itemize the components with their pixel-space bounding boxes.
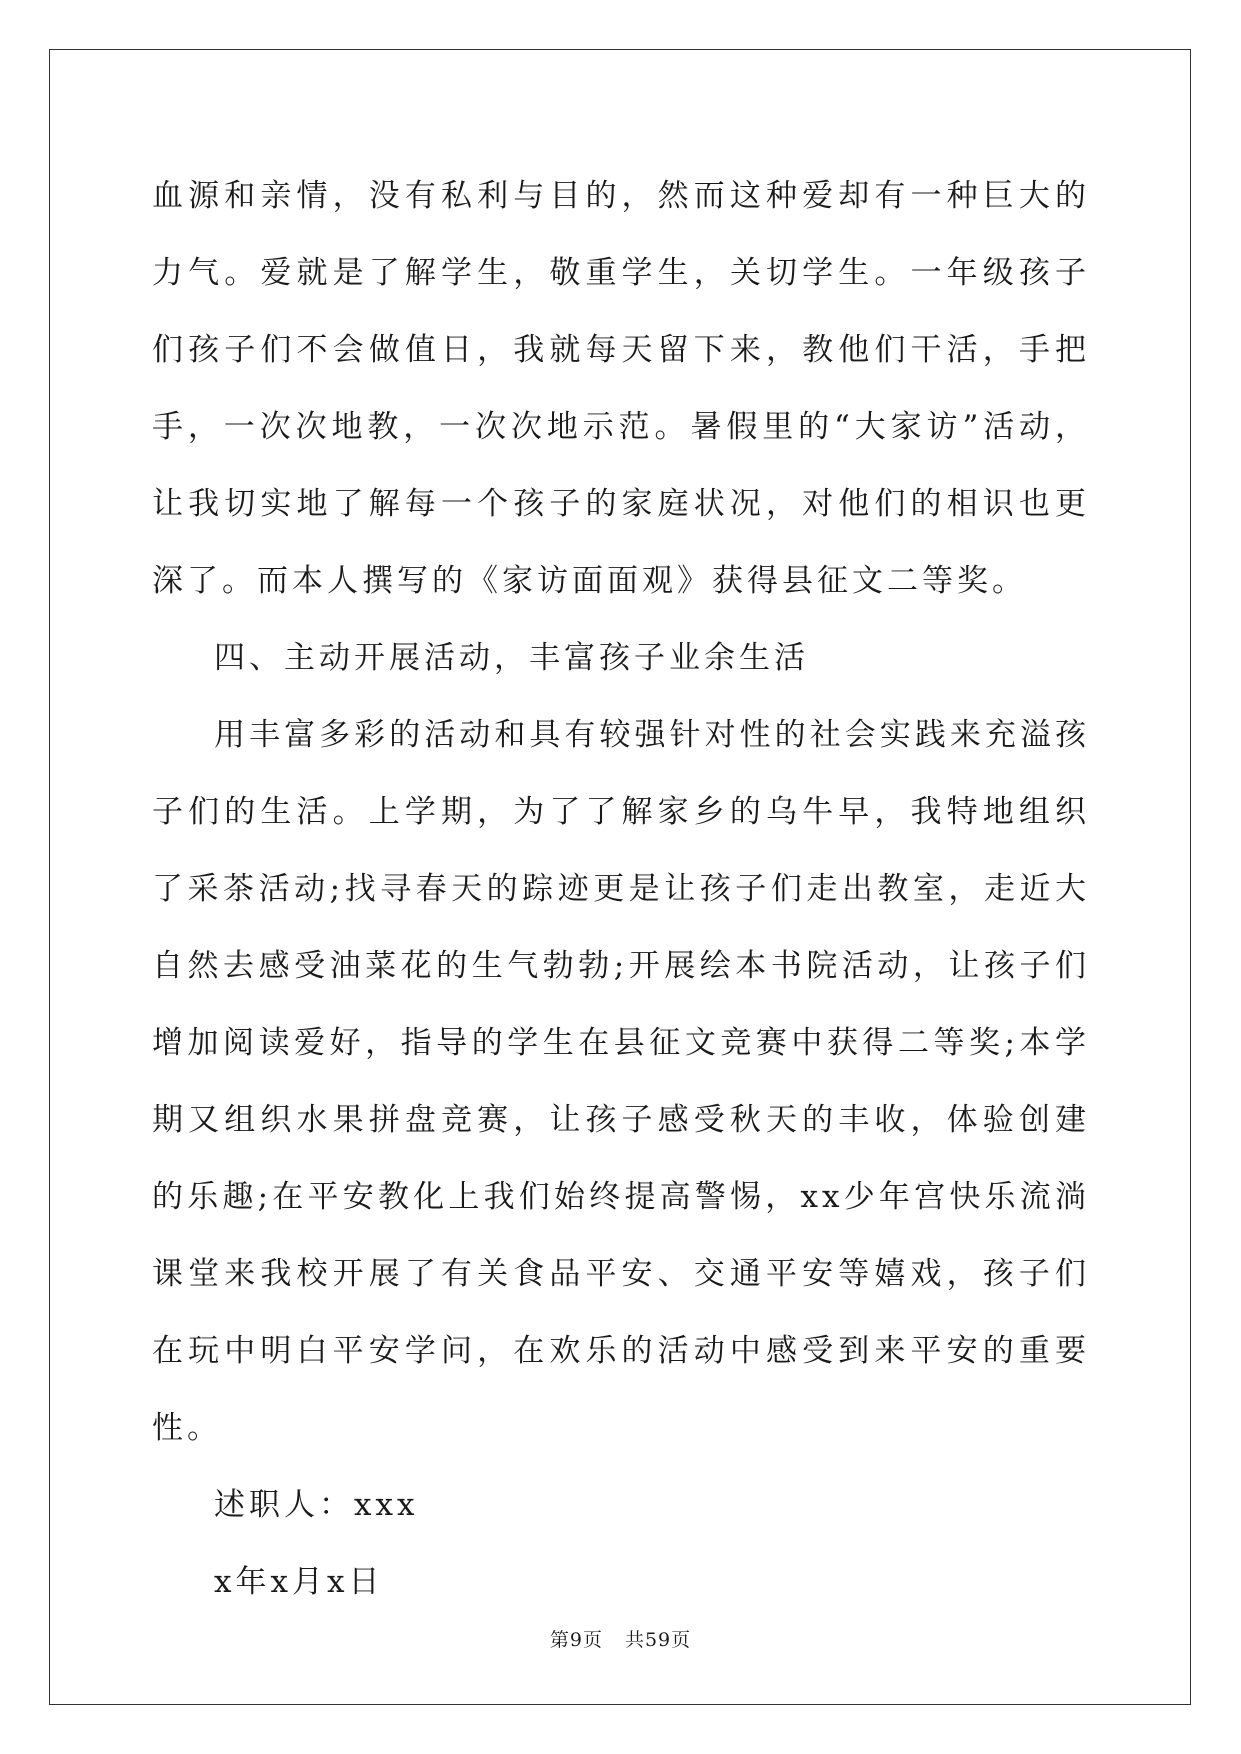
signature-date: x年x月x日 bbox=[214, 1564, 384, 1600]
signature-reporter: 述职人：xxx bbox=[214, 1487, 419, 1523]
paragraph-continuation: 血源和亲情，没有私利与目的，然而这种爱却有一种巨大的力气。爱就是了解学生，敬重学生，关切学生。一年级孩子们孩子们不会做值日，我就每天留下来，教他们干活，手把手，一次次地教，一次次地示范。暑假里的“大家访”活动，让我切实地了解每一个孩子的家庭状况，对他们的相识也更深了。而本人撰写的《家访面面观》获得县征文二等奖。 bbox=[152, 178, 1090, 599]
document-body bbox=[152, 158, 1090, 1621]
paragraph-activities: 用丰富多彩的活动和具有较强针对性的社会实践来充溢孩子们的生活。上学期，为了了解家乡的乌牛早，我特地组织了采茶活动;找寻春天的踪迹更是让孩子们走出教室，走近大自然去感受油菜花的生气勃勃;开展绘本书院活动，让孩子们增加阅读爱好，指导的学生在县征文竞赛中获得二等奖;本学期又组织水果拼盘竞赛，让孩子感受秋天的丰收，体验创建的乐趣;在平安教化上我们始终提高警惕，xx少年宫快乐流淌课堂来我校开展了有关食品平安、交通平安等嬉戏，孩子们在玩中明白平安学问，在欢乐的活动中感受到来平安的重要性。 bbox=[152, 717, 1090, 1446]
current-page-number: 第9页 bbox=[549, 1629, 603, 1651]
total-pages: 共59页 bbox=[624, 1629, 692, 1651]
page-footer bbox=[0, 1625, 1241, 1652]
section-heading: 四、主动开展活动，丰富孩子业余生活 bbox=[214, 640, 809, 676]
